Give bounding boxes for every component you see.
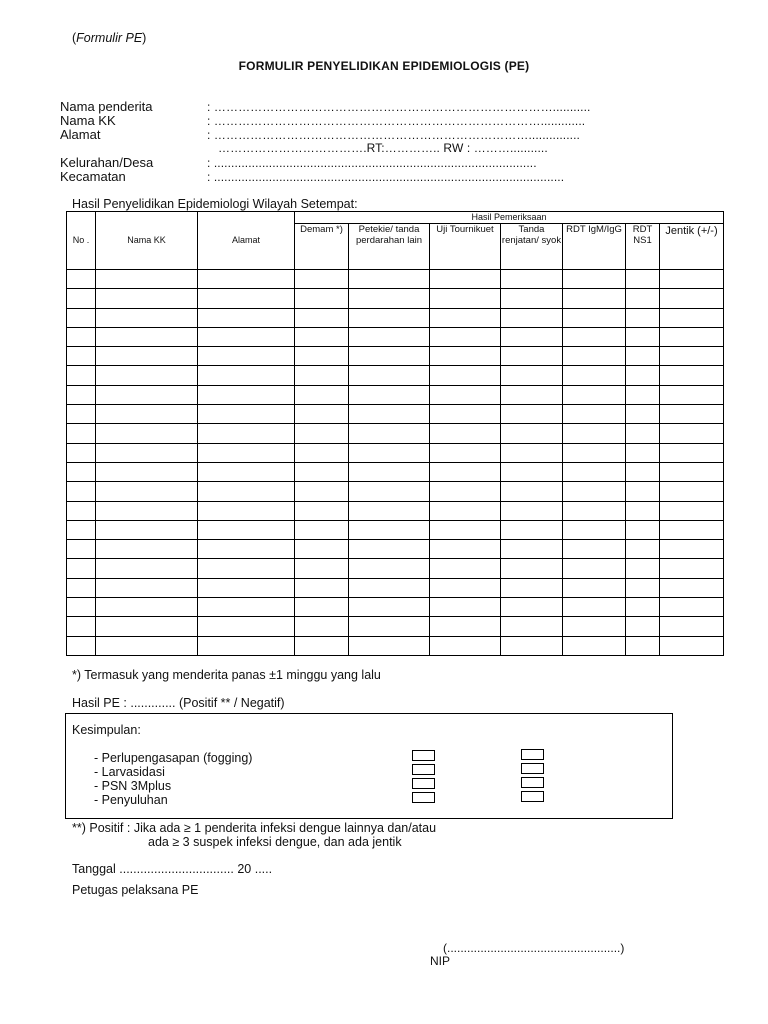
table-cell[interactable] (198, 327, 295, 346)
table-cell[interactable] (349, 327, 430, 346)
col-demam-header: Demam *) (295, 224, 349, 270)
table-row (67, 482, 724, 501)
table-cell[interactable] (501, 520, 563, 539)
table-cell[interactable] (430, 540, 501, 559)
table-cell[interactable] (198, 385, 295, 404)
table-cell[interactable] (67, 289, 96, 308)
tanggal-line[interactable]: Tanggal ................................. 20 ..... (72, 862, 273, 876)
table-cell[interactable] (295, 462, 349, 481)
table-cell[interactable] (96, 462, 198, 481)
table-cell[interactable] (67, 443, 96, 462)
form-title: FORMULIR PENYELIDIKAN EPIDEMIOLOGIS (PE) (238, 59, 530, 73)
table-cell[interactable] (96, 617, 198, 636)
penyuluhan-checkbox-2[interactable] (521, 791, 544, 802)
table-cell[interactable] (501, 482, 563, 501)
table-cell[interactable] (295, 270, 349, 289)
table-cell[interactable] (295, 501, 349, 520)
table-cell[interactable] (67, 270, 96, 289)
table-cell[interactable] (563, 598, 626, 617)
table-cell[interactable] (626, 443, 660, 462)
table-cell[interactable] (295, 327, 349, 346)
table-cell[interactable] (198, 540, 295, 559)
table-row (67, 443, 724, 462)
section-title: Hasil Penyelidikan Epidemiologi Wilayah Setempat: (72, 197, 358, 211)
table-cell[interactable] (501, 559, 563, 578)
table-cell[interactable] (660, 617, 724, 636)
table-row (67, 405, 724, 424)
table-cell[interactable] (563, 520, 626, 539)
table-cell[interactable] (563, 482, 626, 501)
table-cell[interactable] (96, 366, 198, 385)
table-cell[interactable] (501, 327, 563, 346)
col-tanda-header: Tanda renjatan/ syok (501, 224, 563, 270)
table-cell[interactable] (626, 636, 660, 655)
table-cell[interactable] (626, 385, 660, 404)
table-cell[interactable] (626, 289, 660, 308)
table-cell[interactable] (349, 636, 430, 655)
signature-line[interactable]: (....................................................) (443, 941, 625, 955)
table-cell[interactable] (563, 405, 626, 424)
table-cell[interactable] (198, 347, 295, 366)
table-cell[interactable] (501, 462, 563, 481)
table-cell[interactable] (501, 598, 563, 617)
table-cell[interactable] (501, 289, 563, 308)
table-cell[interactable] (501, 270, 563, 289)
table-cell[interactable] (198, 636, 295, 655)
table-row (67, 366, 724, 385)
table-cell[interactable] (563, 347, 626, 366)
table-cell[interactable] (198, 578, 295, 597)
table-cell[interactable] (67, 578, 96, 597)
table-cell[interactable] (660, 501, 724, 520)
nama-penderita-label: Nama penderita (60, 99, 153, 114)
table-cell[interactable] (626, 347, 660, 366)
table-cell[interactable] (67, 598, 96, 617)
table-cell[interactable] (198, 501, 295, 520)
positif-note-line-2: ada ≥ 3 suspek infeksi dengue, dan ada jentik (148, 835, 402, 849)
table-cell[interactable] (660, 308, 724, 327)
table-cell[interactable] (349, 270, 430, 289)
table-cell[interactable] (626, 559, 660, 578)
table-cell[interactable] (96, 308, 198, 327)
table-cell[interactable] (295, 443, 349, 462)
table-cell[interactable] (563, 385, 626, 404)
table-cell[interactable] (501, 540, 563, 559)
positif-note-line-1: **) Positif : Jika ada ≥ 1 penderita infeksi dengue lainnya dan/atau (72, 821, 437, 835)
table-cell[interactable] (295, 289, 349, 308)
table-cell[interactable] (295, 347, 349, 366)
table-cell[interactable] (67, 559, 96, 578)
alamat-label: Alamat (60, 127, 101, 142)
table-cell[interactable] (96, 405, 198, 424)
table-cell[interactable] (198, 482, 295, 501)
table-cell[interactable] (626, 366, 660, 385)
table-row (67, 462, 724, 481)
table-cell[interactable] (563, 578, 626, 597)
table-row (67, 289, 724, 308)
table-cell[interactable] (295, 405, 349, 424)
table-cell[interactable] (626, 308, 660, 327)
table-cell[interactable] (430, 424, 501, 443)
table-cell[interactable] (349, 501, 430, 520)
table-cell[interactable] (295, 308, 349, 327)
table-cell[interactable] (96, 540, 198, 559)
table-cell[interactable] (626, 598, 660, 617)
table-cell[interactable] (660, 424, 724, 443)
table-cell[interactable] (501, 636, 563, 655)
kelurahan-field[interactable]: : .............................................................................................. (207, 156, 537, 170)
table-cell[interactable] (96, 598, 198, 617)
table-cell[interactable] (198, 270, 295, 289)
table-cell[interactable] (67, 366, 96, 385)
table-cell[interactable] (295, 559, 349, 578)
demam-note: *) Termasuk yang menderita panas ±1 minggu yang lalu (72, 668, 381, 682)
table-cell[interactable] (660, 559, 724, 578)
table-cell[interactable] (501, 578, 563, 597)
table-cell[interactable] (660, 578, 724, 597)
table-cell[interactable] (67, 385, 96, 404)
table-row (67, 578, 724, 597)
table-cell[interactable] (295, 520, 349, 539)
table-cell[interactable] (563, 443, 626, 462)
table-cell[interactable] (430, 443, 501, 462)
table-cell[interactable] (295, 482, 349, 501)
hasil-pemeriksaan-header: Hasil Pemeriksaan (295, 212, 724, 224)
table-cell[interactable] (660, 520, 724, 539)
table-cell[interactable] (430, 501, 501, 520)
table-cell[interactable] (660, 289, 724, 308)
kesimpulan-item-penyuluhan: - Penyuluhan (94, 793, 168, 807)
table-cell[interactable] (626, 482, 660, 501)
table-cell[interactable] (295, 366, 349, 385)
table-cell[interactable] (626, 501, 660, 520)
form-tag: (Formulir PE) (72, 31, 147, 45)
table-cell[interactable] (198, 443, 295, 462)
table-row (67, 327, 724, 346)
table-cell[interactable] (430, 405, 501, 424)
table-cell[interactable] (96, 501, 198, 520)
table-cell[interactable] (501, 424, 563, 443)
table-cell[interactable] (295, 540, 349, 559)
table-cell[interactable] (626, 540, 660, 559)
table-row (67, 559, 724, 578)
rt-rw-field[interactable]: ……………………………….RT:………….. RW : ………........... (218, 141, 548, 155)
col-jentik-header: Jentik (+/-) (660, 224, 724, 270)
table-cell[interactable] (430, 520, 501, 539)
table-cell[interactable] (67, 482, 96, 501)
table-cell[interactable] (430, 347, 501, 366)
table-cell[interactable] (430, 327, 501, 346)
table-cell[interactable] (626, 578, 660, 597)
table-cell[interactable] (563, 501, 626, 520)
table-cell[interactable] (430, 559, 501, 578)
kesimpulan-item-psn: - PSN 3Mplus (94, 779, 172, 793)
table-cell[interactable] (198, 289, 295, 308)
table-cell[interactable] (96, 347, 198, 366)
table-cell[interactable] (660, 443, 724, 462)
table-cell[interactable] (67, 424, 96, 443)
col-no-header: No . (67, 212, 96, 270)
table-cell[interactable] (96, 270, 198, 289)
table-cell[interactable] (198, 308, 295, 327)
table-cell[interactable] (563, 308, 626, 327)
table-cell[interactable] (67, 327, 96, 346)
penyuluhan-checkbox-1[interactable] (412, 792, 435, 803)
table-cell[interactable] (563, 424, 626, 443)
table-cell[interactable] (349, 598, 430, 617)
table-cell[interactable] (67, 501, 96, 520)
nama-kk-field[interactable]: : ………………………………………………………………………............. (207, 114, 586, 128)
larvasidasi-checkbox-2[interactable] (521, 763, 544, 774)
table-cell[interactable] (660, 366, 724, 385)
table-cell[interactable] (660, 327, 724, 346)
table-cell[interactable] (501, 308, 563, 327)
kesimpulan-item-fogging: - Perlupengasapan (fogging) (94, 751, 253, 765)
petugas-label: Petugas pelaksana PE (72, 883, 199, 897)
table-cell[interactable] (563, 540, 626, 559)
table-cell[interactable] (626, 520, 660, 539)
table-cell[interactable] (501, 347, 563, 366)
table-cell[interactable] (67, 636, 96, 655)
kesimpulan-item-larvasidasi: - Larvasidasi (94, 765, 165, 779)
table-cell[interactable] (660, 636, 724, 655)
table-cell[interactable] (430, 385, 501, 404)
table-cell[interactable] (198, 598, 295, 617)
table-cell[interactable] (501, 501, 563, 520)
table-cell[interactable] (67, 617, 96, 636)
kecamatan-field[interactable]: : ...................................................................................................... (207, 170, 565, 184)
kesimpulan-label: Kesimpulan: (72, 723, 141, 737)
table-cell[interactable] (430, 308, 501, 327)
table-cell[interactable] (67, 540, 96, 559)
table-cell[interactable] (430, 482, 501, 501)
table-cell[interactable] (349, 482, 430, 501)
col-rdt-ns1-header: RDT NS1 (626, 224, 660, 270)
table-cell[interactable] (295, 636, 349, 655)
table-row (67, 347, 724, 366)
table-cell[interactable] (349, 443, 430, 462)
table-cell[interactable] (430, 289, 501, 308)
table-cell[interactable] (660, 385, 724, 404)
table-cell[interactable] (430, 636, 501, 655)
table-cell[interactable] (626, 462, 660, 481)
pe-results-table (66, 211, 724, 656)
table-cell[interactable] (349, 540, 430, 559)
table-row (67, 636, 724, 655)
table-cell[interactable] (349, 385, 430, 404)
table-cell[interactable] (198, 405, 295, 424)
table-cell[interactable] (660, 270, 724, 289)
table-cell[interactable] (295, 385, 349, 404)
table-cell[interactable] (660, 347, 724, 366)
table-cell[interactable] (198, 559, 295, 578)
table-cell[interactable] (501, 617, 563, 636)
table-cell[interactable] (563, 462, 626, 481)
table-row (67, 501, 724, 520)
table-cell[interactable] (430, 578, 501, 597)
table-cell[interactable] (660, 540, 724, 559)
kecamatan-label: Kecamatan (60, 169, 126, 184)
table-cell[interactable] (660, 482, 724, 501)
table-row (67, 308, 724, 327)
table-cell[interactable] (295, 424, 349, 443)
table-cell[interactable] (660, 405, 724, 424)
table-cell[interactable] (198, 520, 295, 539)
table-cell[interactable] (349, 559, 430, 578)
col-rdt-igm-header: RDT IgM/IgG (563, 224, 626, 270)
table-cell[interactable] (501, 366, 563, 385)
table-cell[interactable] (501, 443, 563, 462)
psn-checkbox-1[interactable] (412, 778, 435, 789)
col-uji-header: Uji Tournikuet (430, 224, 501, 270)
table-cell[interactable] (563, 327, 626, 346)
table-row (67, 385, 724, 404)
table-row (67, 270, 724, 289)
table-cell[interactable] (67, 462, 96, 481)
table-cell[interactable] (67, 520, 96, 539)
table-cell[interactable] (349, 289, 430, 308)
table-cell[interactable] (67, 347, 96, 366)
table-cell[interactable] (198, 462, 295, 481)
table-cell[interactable] (563, 617, 626, 636)
table-cell[interactable] (349, 405, 430, 424)
table-cell[interactable] (349, 308, 430, 327)
table-cell[interactable] (96, 482, 198, 501)
table-cell[interactable] (349, 366, 430, 385)
table-row (67, 598, 724, 617)
table-cell[interactable] (563, 289, 626, 308)
fogging-checkbox-2[interactable] (521, 749, 544, 760)
table-cell[interactable] (563, 636, 626, 655)
table-cell[interactable] (349, 462, 430, 481)
table-cell[interactable] (96, 578, 198, 597)
kelurahan-label: Kelurahan/Desa (60, 155, 154, 170)
table-cell[interactable] (96, 520, 198, 539)
table-cell[interactable] (96, 424, 198, 443)
table-cell[interactable] (430, 270, 501, 289)
table-cell[interactable] (349, 520, 430, 539)
table-cell[interactable] (626, 270, 660, 289)
table-cell[interactable] (501, 405, 563, 424)
table-cell[interactable] (295, 598, 349, 617)
nama-kk-label: Nama KK (60, 113, 116, 128)
fogging-checkbox-1[interactable] (412, 750, 435, 761)
col-alamat-header: Alamat (198, 212, 295, 270)
table-cell[interactable] (660, 598, 724, 617)
table-cell[interactable] (430, 366, 501, 385)
table-cell[interactable] (626, 617, 660, 636)
table-cell[interactable] (660, 462, 724, 481)
table-cell[interactable] (295, 617, 349, 636)
table-cell[interactable] (349, 617, 430, 636)
table-row (67, 424, 724, 443)
table-cell[interactable] (96, 289, 198, 308)
table-cell[interactable] (96, 327, 198, 346)
table-cell[interactable] (626, 327, 660, 346)
table-cell[interactable] (563, 270, 626, 289)
table-cell[interactable] (96, 636, 198, 655)
col-nama-kk-header: Nama KK (96, 212, 198, 270)
larvasidasi-checkbox-1[interactable] (412, 764, 435, 775)
table-cell[interactable] (626, 405, 660, 424)
table-cell[interactable] (198, 366, 295, 385)
table-row (67, 540, 724, 559)
table-cell[interactable] (349, 424, 430, 443)
table-cell[interactable] (563, 366, 626, 385)
table-cell[interactable] (198, 617, 295, 636)
table-cell[interactable] (96, 443, 198, 462)
table-cell[interactable] (96, 385, 198, 404)
table-cell[interactable] (295, 578, 349, 597)
table-cell[interactable] (67, 308, 96, 327)
nama-penderita-field[interactable]: : …………………………………………………………………………........... (207, 100, 591, 114)
table-cell[interactable] (349, 347, 430, 366)
col-petekie-header: Petekie/ tanda perdarahan lain (349, 224, 430, 270)
table-cell[interactable] (563, 559, 626, 578)
hasil-pe-line[interactable]: Hasil PE : ............. (Positif ** / Negatif) (72, 696, 285, 710)
alamat-field[interactable]: : ……………………………………………………………………............... (207, 128, 580, 142)
table-row (67, 617, 724, 636)
table-cell[interactable] (430, 462, 501, 481)
table-cell[interactable] (430, 617, 501, 636)
nip-label: NIP (430, 954, 451, 968)
table-row (67, 520, 724, 539)
table-cell[interactable] (349, 578, 430, 597)
table-cell[interactable] (430, 598, 501, 617)
table-cell[interactable] (96, 559, 198, 578)
psn-checkbox-2[interactable] (521, 777, 544, 788)
table-cell[interactable] (67, 405, 96, 424)
table-cell[interactable] (626, 424, 660, 443)
table-cell[interactable] (501, 385, 563, 404)
table-cell[interactable] (198, 424, 295, 443)
